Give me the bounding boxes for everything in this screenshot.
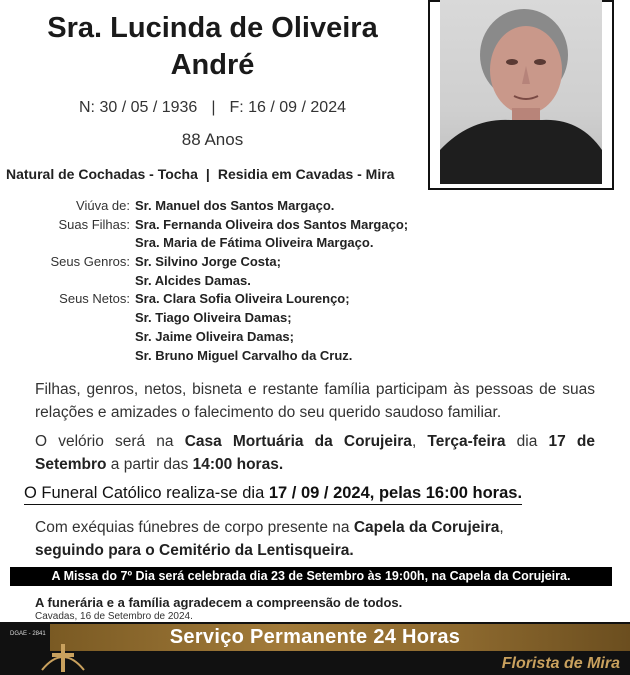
dgae-license: DGAE - 2841 [10,631,46,637]
deceased-name-line1: Sra. Lucinda de Oliveira [47,12,378,44]
origin-residence [6,166,394,182]
thanks-line: A funerária e a família agradecem a compreensão de todos. [35,595,403,610]
funeral-line [24,484,522,505]
place-date: Cavadas, 16 de Setembro de 2024. [35,611,193,622]
family-label: Seus Genros: [50,254,130,269]
wake-paragraph [35,430,595,476]
family-label: Viúva de: [76,198,130,213]
missa-banner: A Missa do 7º Dia será celebrada dia 23 de Setembro às 19:00h, na Capela da Corujeira. [10,567,612,586]
family-member: Sr. Tiago Oliveira Damas; [135,310,292,325]
funeral-text: O Funeral Católico realiza-se dia [24,484,269,502]
portrait-frame [428,0,614,190]
origin-separator: | [205,166,210,182]
family-member: Sr. Manuel dos Santos Margaço. [135,198,335,213]
family-member: Sr. Alcides Damas. [135,273,251,288]
exequias-cemetery: seguindo para o Cemitério da Lentisqueira. [35,542,354,559]
wake-date: 17 de Setembro [35,433,595,473]
family-member: Sr. Jaime Oliveira Damas; [135,329,294,344]
date-separator: | [211,99,216,116]
birth-date: N: 30 / 05 / 1936 [79,99,198,116]
death-date: F: 16 / 09 / 2024 [229,99,346,116]
deceased-name [0,10,425,84]
florist-name: Florista de Mira [501,655,620,672]
resided-in: Residia em Cavadas - Mira [217,166,395,182]
wake-text-2: , [411,433,428,450]
wake-text-4: a partir das [106,456,193,473]
exequias-text-2: , [499,519,504,536]
wake-place: Casa Mortuária da Corujeira [184,433,412,450]
wake-time: 14:00 horas. [192,456,284,473]
portrait-photo [440,0,602,184]
family-member: Sra. Maria de Fátima Oliveira Margaço. [135,235,374,250]
family-label: Seus Netos: [59,291,130,306]
age: 88 Anos [181,130,244,149]
natural-of: Natural de Cochadas - Tocha [6,166,198,182]
footer [0,622,630,675]
portrait-illustration [440,0,602,184]
family-member: Sr. Silvino Jorge Costa; [135,254,281,269]
exequias-paragraph [35,516,595,562]
notice-paragraph: Filhas, genros, netos, bisneta e restante família participam às pessoas de suas relações e amizades o falecimento do seu querido saudoso familiar. [35,381,595,421]
funeral-when: 17 / 09 / 2024, pelas 16:00 horas. [268,484,523,502]
family-member: Sra. Fernanda Oliveira dos Santos Margaço; [135,217,409,232]
wake-day: Terça-feira [427,433,506,450]
exequias-chapel: Capela da Corujeira [353,519,500,536]
deceased-name-line2: André [170,49,255,81]
family-label: Suas Filhas: [58,217,130,232]
service-24h: Serviço Permanente 24 Horas [169,626,461,648]
exequias-text-1: Com exéquias fúnebres de corpo presente na [35,519,354,536]
family-member: Sr. Bruno Miguel Carvalho da Cruz. [135,348,353,363]
wake-text-1: O velório será na [35,433,185,450]
family-member: Sra. Clara Sofia Oliveira Lourenço; [135,291,350,306]
wake-text-3: dia [505,433,549,450]
birth-death-dates [0,99,425,117]
